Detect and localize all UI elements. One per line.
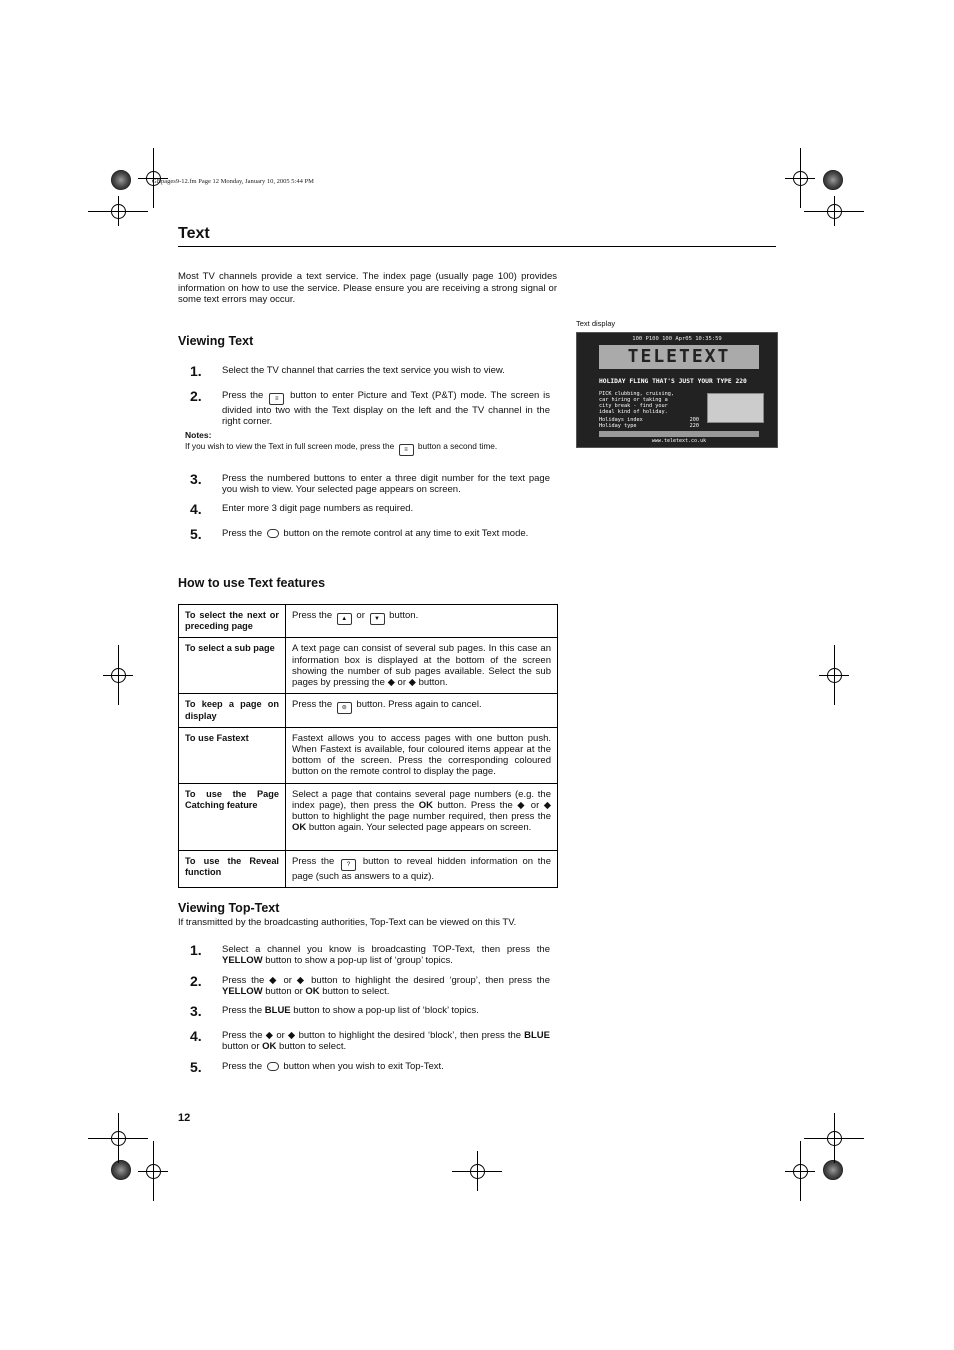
feature-key: To use Fastext [179, 727, 286, 783]
features-heading: How to use Text features [178, 576, 326, 590]
page-title: Text [178, 225, 210, 242]
feature-value: Press the ▲ or ▼ button. [286, 605, 558, 638]
table-row [179, 694, 558, 727]
tv-mode-icon [267, 529, 279, 538]
notes-heading: Notes: [185, 430, 212, 440]
feature-key: To select a sub page [179, 638, 286, 694]
features-table [178, 604, 558, 888]
file-slug: GBpages9-12.fm Page 12 Monday, January 10, 2005 5:44 PM [152, 178, 314, 185]
top-text-intro: If transmitted by the broadcasting authorities, Top-Text can be viewed on this TV. [178, 917, 517, 928]
teletext-footer: www.teletext.co.uk [651, 438, 707, 444]
feature-value: Select a page that contains several page numbers (e.g. the index page), then press the OK button. Press the ◆ or ◆ button to highlight the page number required, then press the OK button again. Your selected page appears on screen. [286, 783, 558, 850]
teletext-headline: HOLIDAY FLING THAT'S JUST YOUR TYPE 220 [599, 378, 747, 385]
feature-key: To use the Reveal function [179, 850, 286, 887]
text-display-caption: Text display [576, 319, 616, 328]
viewing-text-heading: Viewing Text [178, 334, 254, 348]
feature-value: Fastext allows you to access pages with one button push. When Fastext is available, four coloured items appear at the bottom of the screen. Press the corresponding coloured button on the remote control to display the page. [286, 727, 558, 783]
notes-text: If you wish to view the Text in full screen mode, press the ≡ button a second time. [185, 441, 497, 456]
tv-mode-icon [267, 1062, 279, 1071]
registration-mark [823, 170, 843, 190]
table-row [179, 783, 558, 850]
registration-mark [111, 1160, 131, 1180]
feature-key: To select the next or preceding page [179, 605, 286, 638]
teletext-picture [707, 393, 764, 423]
top-text-heading: Viewing Top-Text [178, 901, 280, 915]
feature-value: Press the ⊜ button. Press again to cancel. [286, 694, 558, 727]
feature-key: To use the Page Catching feature [179, 783, 286, 850]
title-rule [178, 246, 776, 247]
feature-value: Press the ? button to reveal hidden information on the page (such as answers to a quiz). [286, 850, 558, 887]
teletext-bar [599, 431, 759, 437]
registration-mark [111, 170, 131, 190]
page-up-icon: ▲ [337, 613, 352, 625]
feature-key: To keep a page on display [179, 694, 286, 727]
table-row [179, 727, 558, 783]
text-mode-icon: ≡ [269, 393, 284, 405]
table-row [179, 638, 558, 694]
teletext-index: Holidays index 200 Holiday type 220 [599, 417, 699, 429]
teletext-logo: TELETEXT [599, 345, 759, 369]
reveal-icon: ? [341, 859, 356, 871]
hold-icon: ⊜ [337, 702, 352, 714]
text-mode-icon: ≡ [399, 444, 414, 456]
registration-mark [823, 1160, 843, 1180]
teletext-body: PICK clubbing, cruising, car hiring or taking a city break - find your ideal kind of holiday. [599, 391, 674, 415]
feature-value: A text page can consist of several sub pages. In this case an information box is displayed at the bottom of the screen showing the number of sub pages available. Select the sub pages by pressing the ◆ or ◆ button. [286, 638, 558, 694]
table-row [179, 605, 558, 638]
teletext-header: 100 P100 100 Apr05 10:35:59 [632, 336, 722, 342]
page-down-icon: ▼ [370, 613, 385, 625]
text-display-image [576, 332, 778, 448]
table-row [179, 850, 558, 887]
intro-paragraph: Most TV channels provide a text service. The index page (usually page 100) provides information on how to use the service. Please ensure you are receiving a strong signal or some text errors may occur. [178, 271, 557, 305]
page-number: 12 [178, 1112, 191, 1124]
